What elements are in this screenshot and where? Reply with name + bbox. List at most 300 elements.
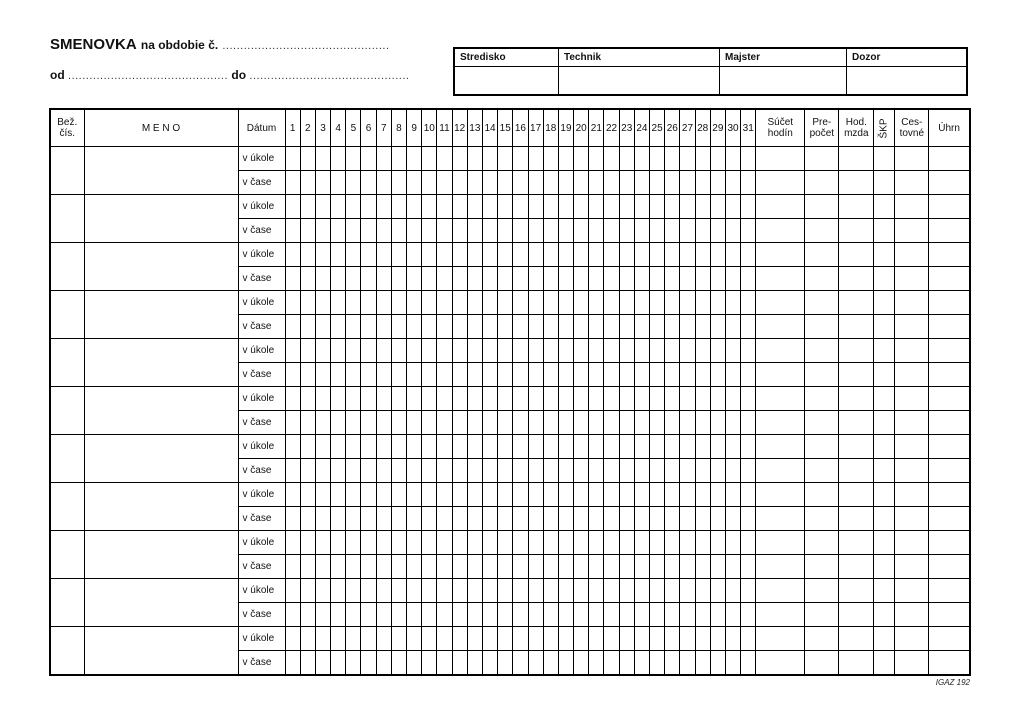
entry-cell[interactable]: [376, 243, 391, 267]
entry-cell[interactable]: [452, 627, 467, 651]
entry-cell[interactable]: [285, 627, 300, 651]
entry-cell[interactable]: [543, 339, 558, 363]
entry-cell[interactable]: [929, 219, 970, 243]
entry-cell[interactable]: [710, 627, 725, 651]
entry-cell[interactable]: [437, 483, 452, 507]
entry-cell[interactable]: [725, 219, 740, 243]
entry-cell[interactable]: [376, 387, 391, 411]
entry-cell[interactable]: [725, 603, 740, 627]
entry-cell[interactable]: [315, 459, 330, 483]
entry-cell[interactable]: [467, 243, 482, 267]
number-cell[interactable]: [50, 435, 84, 483]
entry-cell[interactable]: [665, 315, 680, 339]
entry-cell[interactable]: [315, 651, 330, 676]
entry-cell[interactable]: [680, 411, 695, 435]
entry-cell[interactable]: [498, 651, 513, 676]
entry-cell[interactable]: [467, 555, 482, 579]
entry-cell[interactable]: [422, 435, 437, 459]
entry-cell[interactable]: [839, 531, 874, 555]
entry-cell[interactable]: [482, 171, 497, 195]
number-cell[interactable]: [50, 339, 84, 387]
entry-cell[interactable]: [741, 483, 756, 507]
entry-cell[interactable]: [756, 531, 805, 555]
entry-cell[interactable]: [619, 387, 634, 411]
entry-cell[interactable]: [680, 195, 695, 219]
entry-cell[interactable]: [346, 555, 361, 579]
entry-cell[interactable]: [407, 555, 422, 579]
entry-cell[interactable]: [650, 411, 665, 435]
entry-cell[interactable]: [874, 651, 895, 676]
entry-cell[interactable]: [422, 531, 437, 555]
entry-cell[interactable]: [805, 339, 839, 363]
entry-cell[interactable]: [895, 435, 929, 459]
entry-cell[interactable]: [895, 555, 929, 579]
entry-cell[interactable]: [558, 651, 573, 676]
entry-cell[interactable]: [665, 507, 680, 531]
entry-cell[interactable]: [467, 219, 482, 243]
entry-cell[interactable]: [558, 435, 573, 459]
entry-cell[interactable]: [513, 435, 528, 459]
entry-cell[interactable]: [756, 411, 805, 435]
entry-cell[interactable]: [513, 363, 528, 387]
entry-cell[interactable]: [741, 315, 756, 339]
entry-cell[interactable]: [895, 219, 929, 243]
entry-cell[interactable]: [528, 459, 543, 483]
entry-cell[interactable]: [331, 651, 346, 676]
entry-cell[interactable]: [285, 267, 300, 291]
entry-cell[interactable]: [725, 387, 740, 411]
entry-cell[interactable]: [680, 459, 695, 483]
name-cell[interactable]: [84, 627, 238, 676]
entry-cell[interactable]: [331, 411, 346, 435]
entry-cell[interactable]: [929, 555, 970, 579]
entry-cell[interactable]: [528, 339, 543, 363]
entry-cell[interactable]: [452, 219, 467, 243]
entry-cell[interactable]: [315, 195, 330, 219]
entry-cell[interactable]: [895, 603, 929, 627]
entry-cell[interactable]: [300, 147, 315, 171]
entry-cell[interactable]: [680, 507, 695, 531]
entry-cell[interactable]: [839, 291, 874, 315]
entry-cell[interactable]: [805, 147, 839, 171]
entry-cell[interactable]: [315, 171, 330, 195]
entry-cell[interactable]: [634, 243, 649, 267]
entry-cell[interactable]: [482, 411, 497, 435]
entry-cell[interactable]: [315, 387, 330, 411]
entry-cell[interactable]: [482, 387, 497, 411]
entry-cell[interactable]: [300, 651, 315, 676]
entry-cell[interactable]: [929, 195, 970, 219]
entry-cell[interactable]: [543, 387, 558, 411]
entry-cell[interactable]: [895, 315, 929, 339]
entry-cell[interactable]: [346, 483, 361, 507]
entry-cell[interactable]: [725, 243, 740, 267]
entry-cell[interactable]: [895, 291, 929, 315]
entry-cell[interactable]: [619, 291, 634, 315]
entry-cell[interactable]: [558, 459, 573, 483]
entry-cell[interactable]: [346, 363, 361, 387]
entry-cell[interactable]: [805, 291, 839, 315]
entry-cell[interactable]: [589, 651, 604, 676]
entry-cell[interactable]: [695, 219, 710, 243]
entry-cell[interactable]: [619, 531, 634, 555]
entry-cell[interactable]: [361, 555, 376, 579]
entry-cell[interactable]: [558, 243, 573, 267]
entry-cell[interactable]: [650, 531, 665, 555]
entry-cell[interactable]: [634, 411, 649, 435]
entry-cell[interactable]: [437, 459, 452, 483]
entry-cell[interactable]: [741, 579, 756, 603]
entry-cell[interactable]: [498, 363, 513, 387]
entry-cell[interactable]: [680, 291, 695, 315]
number-cell[interactable]: [50, 147, 84, 195]
entry-cell[interactable]: [741, 627, 756, 651]
entry-cell[interactable]: [650, 435, 665, 459]
entry-cell[interactable]: [513, 507, 528, 531]
entry-cell[interactable]: [498, 387, 513, 411]
entry-cell[interactable]: [619, 579, 634, 603]
entry-cell[interactable]: [695, 531, 710, 555]
entry-cell[interactable]: [513, 171, 528, 195]
entry-cell[interactable]: [895, 171, 929, 195]
entry-cell[interactable]: [482, 147, 497, 171]
entry-cell[interactable]: [574, 579, 589, 603]
entry-cell[interactable]: [680, 435, 695, 459]
entry-cell[interactable]: [680, 579, 695, 603]
entry-cell[interactable]: [874, 627, 895, 651]
entry-cell[interactable]: [650, 267, 665, 291]
entry-cell[interactable]: [528, 147, 543, 171]
entry-cell[interactable]: [725, 411, 740, 435]
entry-cell[interactable]: [452, 459, 467, 483]
entry-cell[interactable]: [315, 363, 330, 387]
entry-cell[interactable]: [634, 147, 649, 171]
entry-cell[interactable]: [756, 171, 805, 195]
entry-cell[interactable]: [452, 195, 467, 219]
entry-cell[interactable]: [391, 627, 406, 651]
entry-cell[interactable]: [513, 627, 528, 651]
entry-cell[interactable]: [695, 435, 710, 459]
entry-cell[interactable]: [665, 651, 680, 676]
entry-cell[interactable]: [634, 195, 649, 219]
entry-cell[interactable]: [452, 267, 467, 291]
entry-cell[interactable]: [895, 531, 929, 555]
entry-cell[interactable]: [331, 339, 346, 363]
entry-cell[interactable]: [680, 219, 695, 243]
entry-cell[interactable]: [467, 579, 482, 603]
stredisko-cell[interactable]: [455, 49, 558, 94]
entry-cell[interactable]: [839, 171, 874, 195]
entry-cell[interactable]: [300, 267, 315, 291]
entry-cell[interactable]: [839, 195, 874, 219]
entry-cell[interactable]: [437, 603, 452, 627]
entry-cell[interactable]: [543, 507, 558, 531]
entry-cell[interactable]: [407, 507, 422, 531]
entry-cell[interactable]: [331, 243, 346, 267]
entry-cell[interactable]: [589, 147, 604, 171]
entry-cell[interactable]: [756, 339, 805, 363]
entry-cell[interactable]: [513, 315, 528, 339]
entry-cell[interactable]: [589, 579, 604, 603]
entry-cell[interactable]: [619, 435, 634, 459]
entry-cell[interactable]: [407, 483, 422, 507]
entry-cell[interactable]: [285, 459, 300, 483]
entry-cell[interactable]: [710, 387, 725, 411]
entry-cell[interactable]: [574, 651, 589, 676]
entry-cell[interactable]: [805, 315, 839, 339]
entry-cell[interactable]: [285, 363, 300, 387]
entry-cell[interactable]: [695, 147, 710, 171]
entry-cell[interactable]: [558, 291, 573, 315]
entry-cell[interactable]: [680, 339, 695, 363]
entry-cell[interactable]: [741, 339, 756, 363]
entry-cell[interactable]: [498, 219, 513, 243]
entry-cell[interactable]: [710, 171, 725, 195]
entry-cell[interactable]: [528, 483, 543, 507]
entry-cell[interactable]: [604, 483, 619, 507]
entry-cell[interactable]: [725, 483, 740, 507]
entry-cell[interactable]: [452, 339, 467, 363]
entry-cell[interactable]: [665, 291, 680, 315]
number-cell[interactable]: [50, 195, 84, 243]
entry-cell[interactable]: [376, 579, 391, 603]
entry-cell[interactable]: [482, 267, 497, 291]
entry-cell[interactable]: [498, 435, 513, 459]
entry-cell[interactable]: [482, 603, 497, 627]
entry-cell[interactable]: [874, 459, 895, 483]
entry-cell[interactable]: [543, 363, 558, 387]
entry-cell[interactable]: [300, 387, 315, 411]
entry-cell[interactable]: [467, 315, 482, 339]
entry-cell[interactable]: [300, 483, 315, 507]
entry-cell[interactable]: [589, 267, 604, 291]
entry-cell[interactable]: [695, 267, 710, 291]
entry-cell[interactable]: [665, 531, 680, 555]
entry-cell[interactable]: [422, 555, 437, 579]
entry-cell[interactable]: [331, 603, 346, 627]
entry-cell[interactable]: [574, 627, 589, 651]
entry-cell[interactable]: [422, 411, 437, 435]
entry-cell[interactable]: [376, 459, 391, 483]
entry-cell[interactable]: [589, 195, 604, 219]
majster-cell[interactable]: [719, 49, 846, 94]
entry-cell[interactable]: [513, 531, 528, 555]
name-cell[interactable]: [84, 243, 238, 291]
entry-cell[interactable]: [513, 555, 528, 579]
entry-cell[interactable]: [756, 651, 805, 676]
entry-cell[interactable]: [756, 459, 805, 483]
entry-cell[interactable]: [604, 627, 619, 651]
name-cell[interactable]: [84, 579, 238, 627]
entry-cell[interactable]: [895, 339, 929, 363]
entry-cell[interactable]: [452, 603, 467, 627]
entry-cell[interactable]: [680, 363, 695, 387]
entry-cell[interactable]: [874, 171, 895, 195]
entry-cell[interactable]: [346, 459, 361, 483]
entry-cell[interactable]: [725, 651, 740, 676]
entry-cell[interactable]: [391, 147, 406, 171]
entry-cell[interactable]: [513, 579, 528, 603]
entry-cell[interactable]: [710, 459, 725, 483]
entry-cell[interactable]: [619, 555, 634, 579]
entry-cell[interactable]: [407, 195, 422, 219]
entry-cell[interactable]: [422, 315, 437, 339]
entry-cell[interactable]: [528, 171, 543, 195]
entry-cell[interactable]: [376, 531, 391, 555]
entry-cell[interactable]: [805, 363, 839, 387]
entry-cell[interactable]: [634, 387, 649, 411]
entry-cell[interactable]: [346, 531, 361, 555]
entry-cell[interactable]: [391, 555, 406, 579]
entry-cell[interactable]: [756, 435, 805, 459]
entry-cell[interactable]: [543, 219, 558, 243]
entry-cell[interactable]: [634, 171, 649, 195]
entry-cell[interactable]: [574, 291, 589, 315]
entry-cell[interactable]: [741, 507, 756, 531]
entry-cell[interactable]: [710, 555, 725, 579]
entry-cell[interactable]: [528, 387, 543, 411]
entry-cell[interactable]: [285, 219, 300, 243]
dozor-cell[interactable]: [846, 49, 966, 94]
entry-cell[interactable]: [756, 219, 805, 243]
entry-cell[interactable]: [929, 579, 970, 603]
entry-cell[interactable]: [285, 579, 300, 603]
entry-cell[interactable]: [741, 219, 756, 243]
entry-cell[interactable]: [604, 603, 619, 627]
entry-cell[interactable]: [376, 651, 391, 676]
entry-cell[interactable]: [839, 387, 874, 411]
entry-cell[interactable]: [634, 483, 649, 507]
entry-cell[interactable]: [391, 243, 406, 267]
entry-cell[interactable]: [361, 171, 376, 195]
entry-cell[interactable]: [315, 531, 330, 555]
entry-cell[interactable]: [665, 147, 680, 171]
entry-cell[interactable]: [929, 483, 970, 507]
entry-cell[interactable]: [437, 579, 452, 603]
entry-cell[interactable]: [874, 603, 895, 627]
entry-cell[interactable]: [604, 435, 619, 459]
entry-cell[interactable]: [650, 459, 665, 483]
entry-cell[interactable]: [376, 603, 391, 627]
entry-cell[interactable]: [300, 459, 315, 483]
entry-cell[interactable]: [498, 627, 513, 651]
entry-cell[interactable]: [874, 363, 895, 387]
entry-cell[interactable]: [422, 267, 437, 291]
entry-cell[interactable]: [558, 363, 573, 387]
entry-cell[interactable]: [619, 315, 634, 339]
entry-cell[interactable]: [665, 171, 680, 195]
entry-cell[interactable]: [346, 267, 361, 291]
entry-cell[interactable]: [285, 387, 300, 411]
entry-cell[interactable]: [285, 315, 300, 339]
entry-cell[interactable]: [589, 555, 604, 579]
entry-cell[interactable]: [895, 363, 929, 387]
entry-cell[interactable]: [407, 387, 422, 411]
entry-cell[interactable]: [528, 507, 543, 531]
entry-cell[interactable]: [895, 579, 929, 603]
entry-cell[interactable]: [361, 603, 376, 627]
entry-cell[interactable]: [452, 147, 467, 171]
entry-cell[interactable]: [300, 507, 315, 531]
name-cell[interactable]: [84, 435, 238, 483]
entry-cell[interactable]: [929, 435, 970, 459]
entry-cell[interactable]: [929, 243, 970, 267]
entry-cell[interactable]: [391, 171, 406, 195]
entry-cell[interactable]: [407, 603, 422, 627]
entry-cell[interactable]: [285, 603, 300, 627]
entry-cell[interactable]: [376, 627, 391, 651]
entry-cell[interactable]: [805, 435, 839, 459]
entry-cell[interactable]: [634, 651, 649, 676]
entry-cell[interactable]: [528, 651, 543, 676]
entry-cell[interactable]: [695, 387, 710, 411]
entry-cell[interactable]: [558, 627, 573, 651]
entry-cell[interactable]: [467, 195, 482, 219]
entry-cell[interactable]: [574, 411, 589, 435]
entry-cell[interactable]: [528, 579, 543, 603]
entry-cell[interactable]: [558, 171, 573, 195]
entry-cell[interactable]: [710, 219, 725, 243]
entry-cell[interactable]: [300, 171, 315, 195]
entry-cell[interactable]: [604, 315, 619, 339]
entry-cell[interactable]: [929, 627, 970, 651]
entry-cell[interactable]: [558, 195, 573, 219]
entry-cell[interactable]: [619, 459, 634, 483]
entry-cell[interactable]: [285, 411, 300, 435]
entry-cell[interactable]: [710, 243, 725, 267]
entry-cell[interactable]: [331, 363, 346, 387]
entry-cell[interactable]: [756, 363, 805, 387]
entry-cell[interactable]: [634, 363, 649, 387]
entry-cell[interactable]: [452, 651, 467, 676]
entry-cell[interactable]: [361, 483, 376, 507]
entry-cell[interactable]: [756, 315, 805, 339]
entry-cell[interactable]: [498, 579, 513, 603]
entry-cell[interactable]: [929, 531, 970, 555]
entry-cell[interactable]: [665, 411, 680, 435]
entry-cell[interactable]: [756, 267, 805, 291]
entry-cell[interactable]: [300, 291, 315, 315]
entry-cell[interactable]: [874, 435, 895, 459]
entry-cell[interactable]: [376, 507, 391, 531]
entry-cell[interactable]: [391, 219, 406, 243]
entry-cell[interactable]: [805, 555, 839, 579]
entry-cell[interactable]: [695, 651, 710, 676]
entry-cell[interactable]: [650, 171, 665, 195]
entry-cell[interactable]: [437, 555, 452, 579]
entry-cell[interactable]: [452, 171, 467, 195]
entry-cell[interactable]: [376, 555, 391, 579]
entry-cell[interactable]: [482, 459, 497, 483]
entry-cell[interactable]: [895, 387, 929, 411]
entry-cell[interactable]: [929, 315, 970, 339]
entry-cell[interactable]: [756, 243, 805, 267]
entry-cell[interactable]: [391, 387, 406, 411]
entry-cell[interactable]: [874, 507, 895, 531]
entry-cell[interactable]: [574, 387, 589, 411]
entry-cell[interactable]: [528, 291, 543, 315]
entry-cell[interactable]: [589, 243, 604, 267]
entry-cell[interactable]: [574, 459, 589, 483]
entry-cell[interactable]: [391, 411, 406, 435]
entry-cell[interactable]: [543, 147, 558, 171]
entry-cell[interactable]: [895, 411, 929, 435]
entry-cell[interactable]: [346, 195, 361, 219]
entry-cell[interactable]: [650, 339, 665, 363]
entry-cell[interactable]: [680, 315, 695, 339]
entry-cell[interactable]: [665, 459, 680, 483]
entry-cell[interactable]: [300, 195, 315, 219]
